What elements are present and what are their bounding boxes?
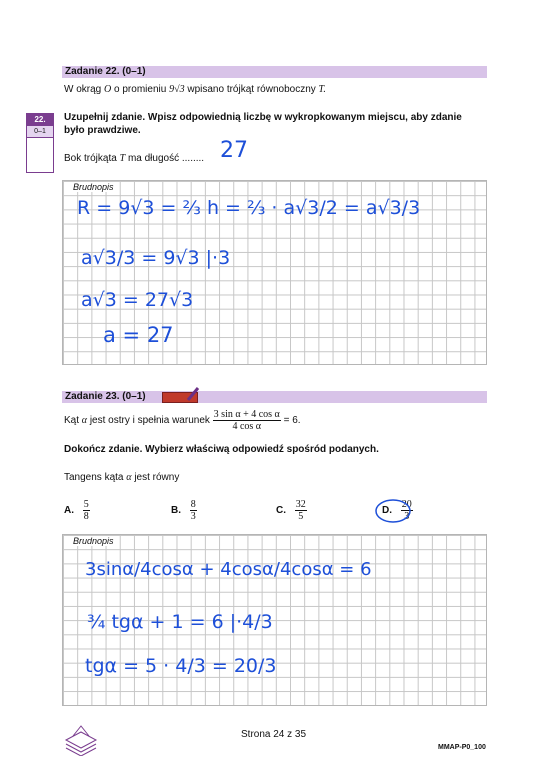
answer-handwritten[interactable]: 27 [220,138,248,163]
condition-text-a: Kąt [64,415,80,427]
scratch-area-22[interactable] [62,180,487,365]
hw-line-4: a = 27 [103,323,174,347]
angle-symbol: α [126,472,132,483]
equation-rhs: = 6. [283,415,301,427]
scratch-area-23[interactable] [62,534,487,706]
option-numerator: 32 [295,499,306,510]
exam-code: MMAP-P0_100 [438,744,486,751]
hw-line-1: 3sinα/4cosα + 4cosα/4cosα = 6 [85,559,372,580]
hw-line-1: R = 9√3 = ⅔ h = ⅔ · a√3/2 = a√3/3 [77,197,421,219]
task22-intro [64,83,326,96]
option-letter: A. [64,505,74,517]
hw-line-2: ¾ tgα + 1 = 6 |·4/3 [87,611,273,633]
sentence-text-b: ma długość [127,153,180,164]
option-letter: B. [171,505,181,517]
option-numerator: 5 [83,499,89,510]
radius-value: 9√3 [169,84,185,95]
hw-line-2: a√3/3 = 9√3 |·3 [81,247,231,269]
task-number: 22. [27,114,53,126]
score-box [26,113,54,173]
sentence-text-b: jest równy [134,472,180,483]
cke-logo-icon [62,722,100,756]
task22-instruction: Uzupełnij zdanie. Wpisz odpowiednią liczbę w wykropkowanym miejscu, aby zdanie było prawdziwe. [64,112,462,136]
sentence-symbol: T [119,153,126,164]
option-denominator: 5 [298,511,304,522]
option-b[interactable] [171,499,197,522]
task22-title: Zadanie 22. (0–1) [65,66,146,77]
task22-sentence [64,152,204,165]
angle-symbol: α [81,415,88,427]
option-numerator: 20 [401,499,412,510]
option-numerator: 8 [190,499,196,510]
sentence-text-a: Tangens kąta [64,472,124,483]
option-c[interactable] [276,499,307,522]
intro-text-b: o promieniu [114,84,167,95]
option-denominator: 8 [83,511,89,522]
option-denominator: 3 [190,511,196,522]
pencil-icon [186,386,200,402]
selection-circle [374,497,414,525]
option-letter: D. [382,505,392,517]
intro-text-a: W okrąg [64,84,102,95]
condition-fraction [213,409,281,432]
circle-symbol: O [104,84,112,95]
fraction-numerator: 3 sin α + 4 cos α [213,409,280,420]
hw-line-3: a√3 = 27√3 [81,289,194,311]
option-a[interactable] [64,499,90,522]
task22-header [62,66,487,78]
page-number: Strona 24 z 35 [241,729,307,740]
intro-text-c: wpisano trójkąt równoboczny [187,84,316,95]
sentence-text-a: Bok trójkąta [64,153,117,164]
scratch-label: Brudnopis [73,536,114,546]
scratch-label: Brudnopis [73,182,114,192]
task23-sentence [64,471,179,484]
hw-line-3: tgα = 5 · 4/3 = 20/3 [85,655,277,677]
triangle-symbol: T. [318,84,326,95]
fraction-denominator: 4 cos α [232,421,262,432]
task23-condition [64,409,301,433]
task23-header [62,391,487,403]
condition-text-b: jest ostry i spełnia warunek [89,415,210,427]
task-points: 0–1 [27,126,53,138]
task23-instruction: Dokończ zdanie. Wybierz właściwą odpowiedź spośród podanych. [64,444,379,455]
option-letter: C. [276,505,286,517]
task23-title: Zadanie 23. (0–1) [65,391,146,402]
answer-dots: ........ [181,153,205,164]
option-denominator: 3 [404,511,410,522]
